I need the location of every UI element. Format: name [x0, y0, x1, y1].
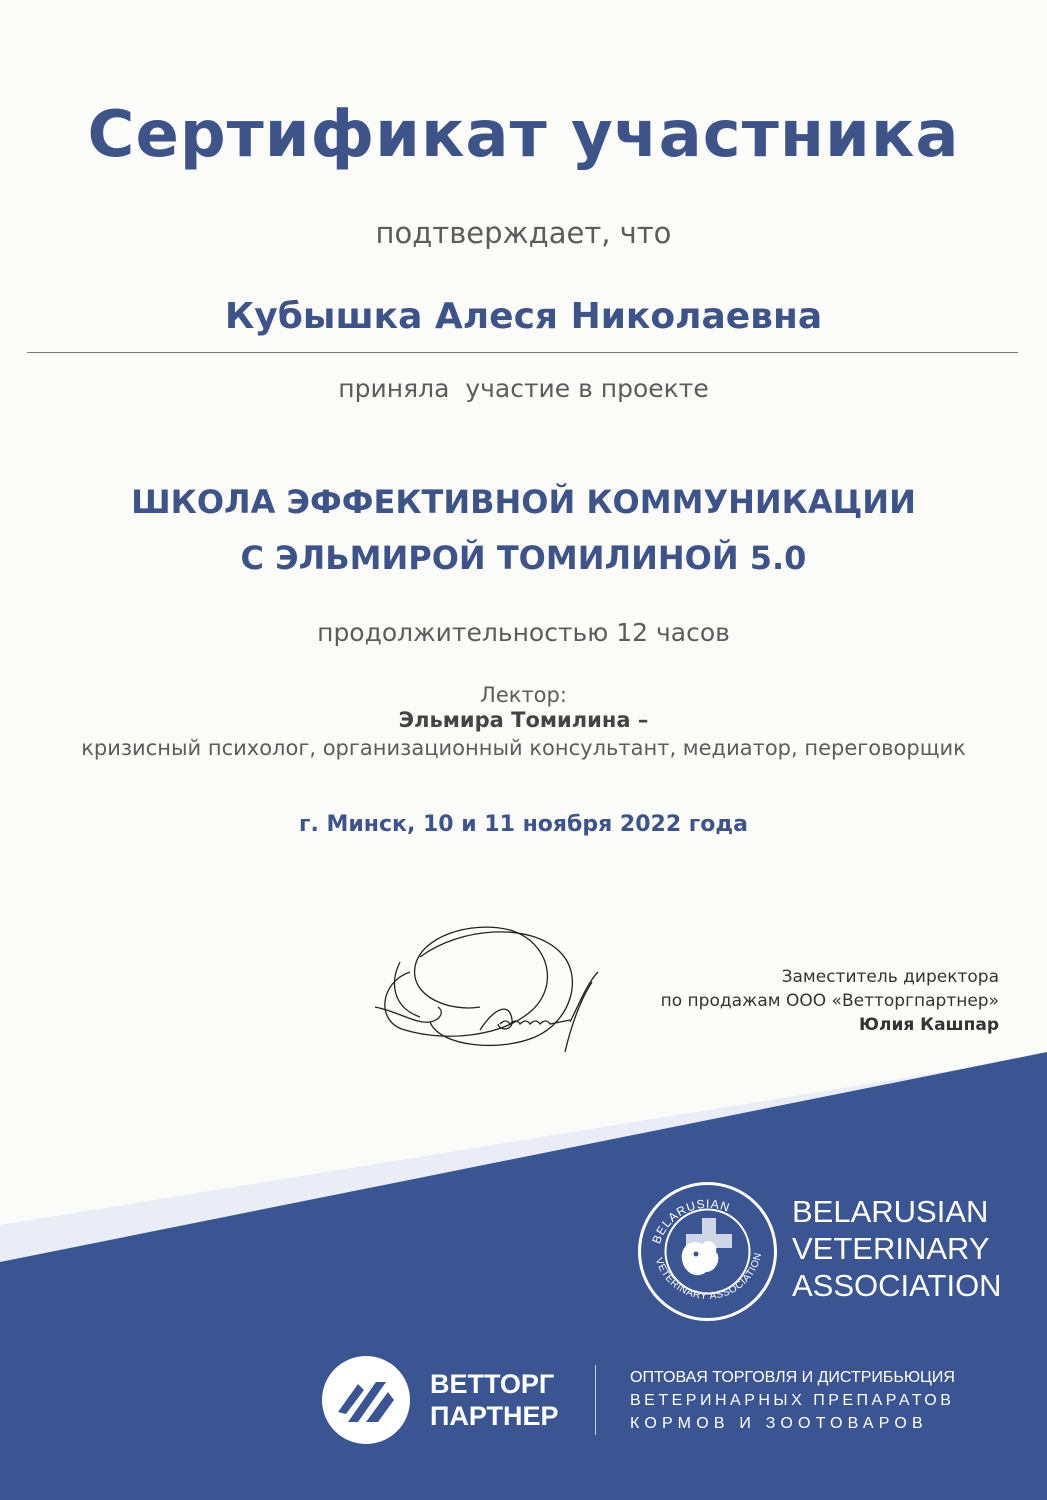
- bva-wordmark: [792, 1193, 1002, 1304]
- vettorg-brand-line1: ВЕТТОРГ: [430, 1369, 555, 1399]
- brand-divider: [595, 1365, 596, 1435]
- confirms-text: подтверждает, что: [375, 216, 672, 250]
- project-title-line1: ШКОЛА ЭФФЕКТИВНОЙ КОММУНИКАЦИИ: [131, 483, 916, 521]
- bva-line1: BELARUSIAN: [792, 1194, 989, 1229]
- name-underline: [27, 352, 1018, 353]
- lecturer-label: Лектор:: [480, 683, 567, 707]
- project-title-line2: С ЭЛЬМИРОЙ ТОМИЛИНОЙ 5.0: [240, 539, 807, 577]
- bva-line2: VETERINARY: [792, 1231, 990, 1266]
- vettorg-brand-line2: ПАРТНЕР: [430, 1401, 559, 1431]
- place-date: г. Минск, 10 и 11 ноября 2022 года: [298, 812, 749, 837]
- duration-text: продолжительностью 12 часов: [317, 618, 730, 647]
- signature: [360, 912, 610, 1062]
- signatory-block: [661, 965, 999, 1037]
- svg-text:VETERINARY ASSOCIATION: VETERINARY ASSOCIATION: [652, 1251, 765, 1303]
- vettorg-brand: [430, 1368, 559, 1432]
- signatory-position-line2: по продажам ООО «Ветторгпартнер»: [660, 991, 999, 1011]
- tagline-line3: КОРМОВ И ЗООТОВАРОВ: [630, 1415, 928, 1432]
- signatory-position-line1: Заместитель директора: [781, 967, 999, 987]
- certificate-title: Сертификат участника: [87, 98, 960, 172]
- tagline-line1: ОПТОВАЯ ТОРГОВЛЯ И ДИСТРИБЬЮЦИЯ: [630, 1369, 955, 1386]
- vettorg-tagline: [630, 1366, 955, 1435]
- tagline-line2: ВЕТЕРИНАРНЫХ ПРЕПАРАТОВ: [630, 1392, 955, 1409]
- bva-line3: ASSOCIATION: [792, 1268, 1002, 1303]
- participant-name: Кубышка Алеся Николаевна: [224, 296, 823, 337]
- vettorg-logo-icon: [318, 1352, 414, 1448]
- project-title: [0, 474, 1047, 586]
- signatory-name: Юлия Кашпар: [859, 1015, 999, 1035]
- lecturer-name: Эльмира Томилина –: [398, 708, 649, 732]
- svg-text:BELARUSIAN: BELARUSIAN: [649, 1196, 733, 1246]
- bva-seal-icon: [636, 1180, 779, 1323]
- participation-text: приняла участие в проекте: [338, 374, 709, 403]
- lecturer-role: кризисный психолог, организационный консультант, медиатор, переговорщик: [81, 736, 966, 760]
